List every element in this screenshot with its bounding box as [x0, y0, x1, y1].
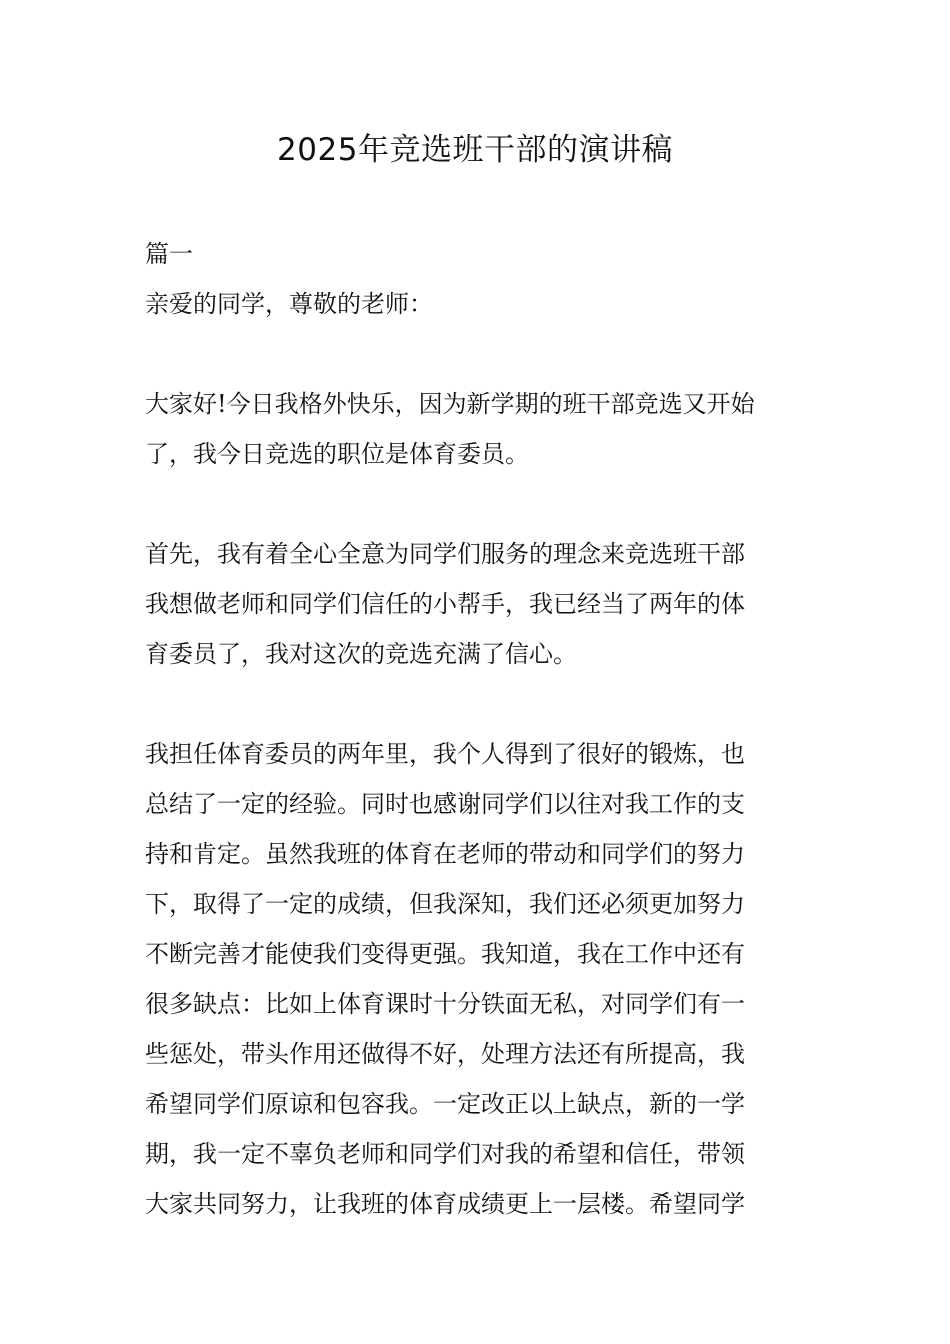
document-body	[145, 229, 808, 1229]
salutation: 亲爱的同学，尊敬的老师：	[145, 290, 433, 318]
paragraph-line: 我担任体育委员的两年里，我个人得到了很好的锻炼，也	[145, 740, 745, 768]
paragraph-spacer	[145, 479, 808, 529]
paragraph-line: 首先，我有着全心全意为同学们服务的理念来竞选班干部	[145, 540, 745, 568]
paragraph-line: 总结了一定的经验。同时也感谢同学们以往对我工作的支	[145, 790, 745, 818]
paragraph-line: 很多缺点：比如上体育课时十分铁面无私，对同学们有一	[145, 990, 745, 1018]
paragraph-line: 些惩处，带头作用还做得不好，处理方法还有所提高，我	[145, 1040, 745, 1068]
paragraph-line: 期，我一定不辜负老师和同学们对我的希望和信任，带领	[145, 1140, 745, 1168]
paragraph-line: 不断完善才能使我们变得更强。我知道，我在工作中还有	[145, 940, 745, 968]
section-heading: 篇一	[145, 240, 193, 268]
paragraph-line: 持和肯定。虽然我班的体育在老师的带动和同学们的努力	[145, 840, 745, 868]
paragraph-spacer	[145, 679, 808, 729]
paragraph-line: 了，我今日竞选的职位是体育委员。	[145, 440, 529, 468]
paragraph-line: 下，取得了一定的成绩，但我深知，我们还必须更加努力	[145, 890, 745, 918]
paragraph-line: 大家好!今日我格外快乐，因为新学期的班干部竞选又开始	[145, 390, 755, 418]
paragraph-spacer	[145, 329, 808, 379]
page-title: 2025年竞选班干部的演讲稿	[277, 132, 673, 168]
paragraph-line: 我想做老师和同学们信任的小帮手，我已经当了两年的体	[145, 590, 745, 618]
paragraph-3	[145, 729, 808, 1229]
paragraph-line: 大家共同努力，让我班的体育成绩更上一层楼。希望同学	[145, 1190, 745, 1218]
paragraph-1	[145, 379, 808, 479]
paragraph-line: 育委员了，我对这次的竞选充满了信心。	[145, 640, 577, 668]
paragraph-line: 希望同学们原谅和包容我。一定改正以上缺点，新的一学	[145, 1090, 745, 1118]
paragraph-2	[145, 529, 808, 679]
